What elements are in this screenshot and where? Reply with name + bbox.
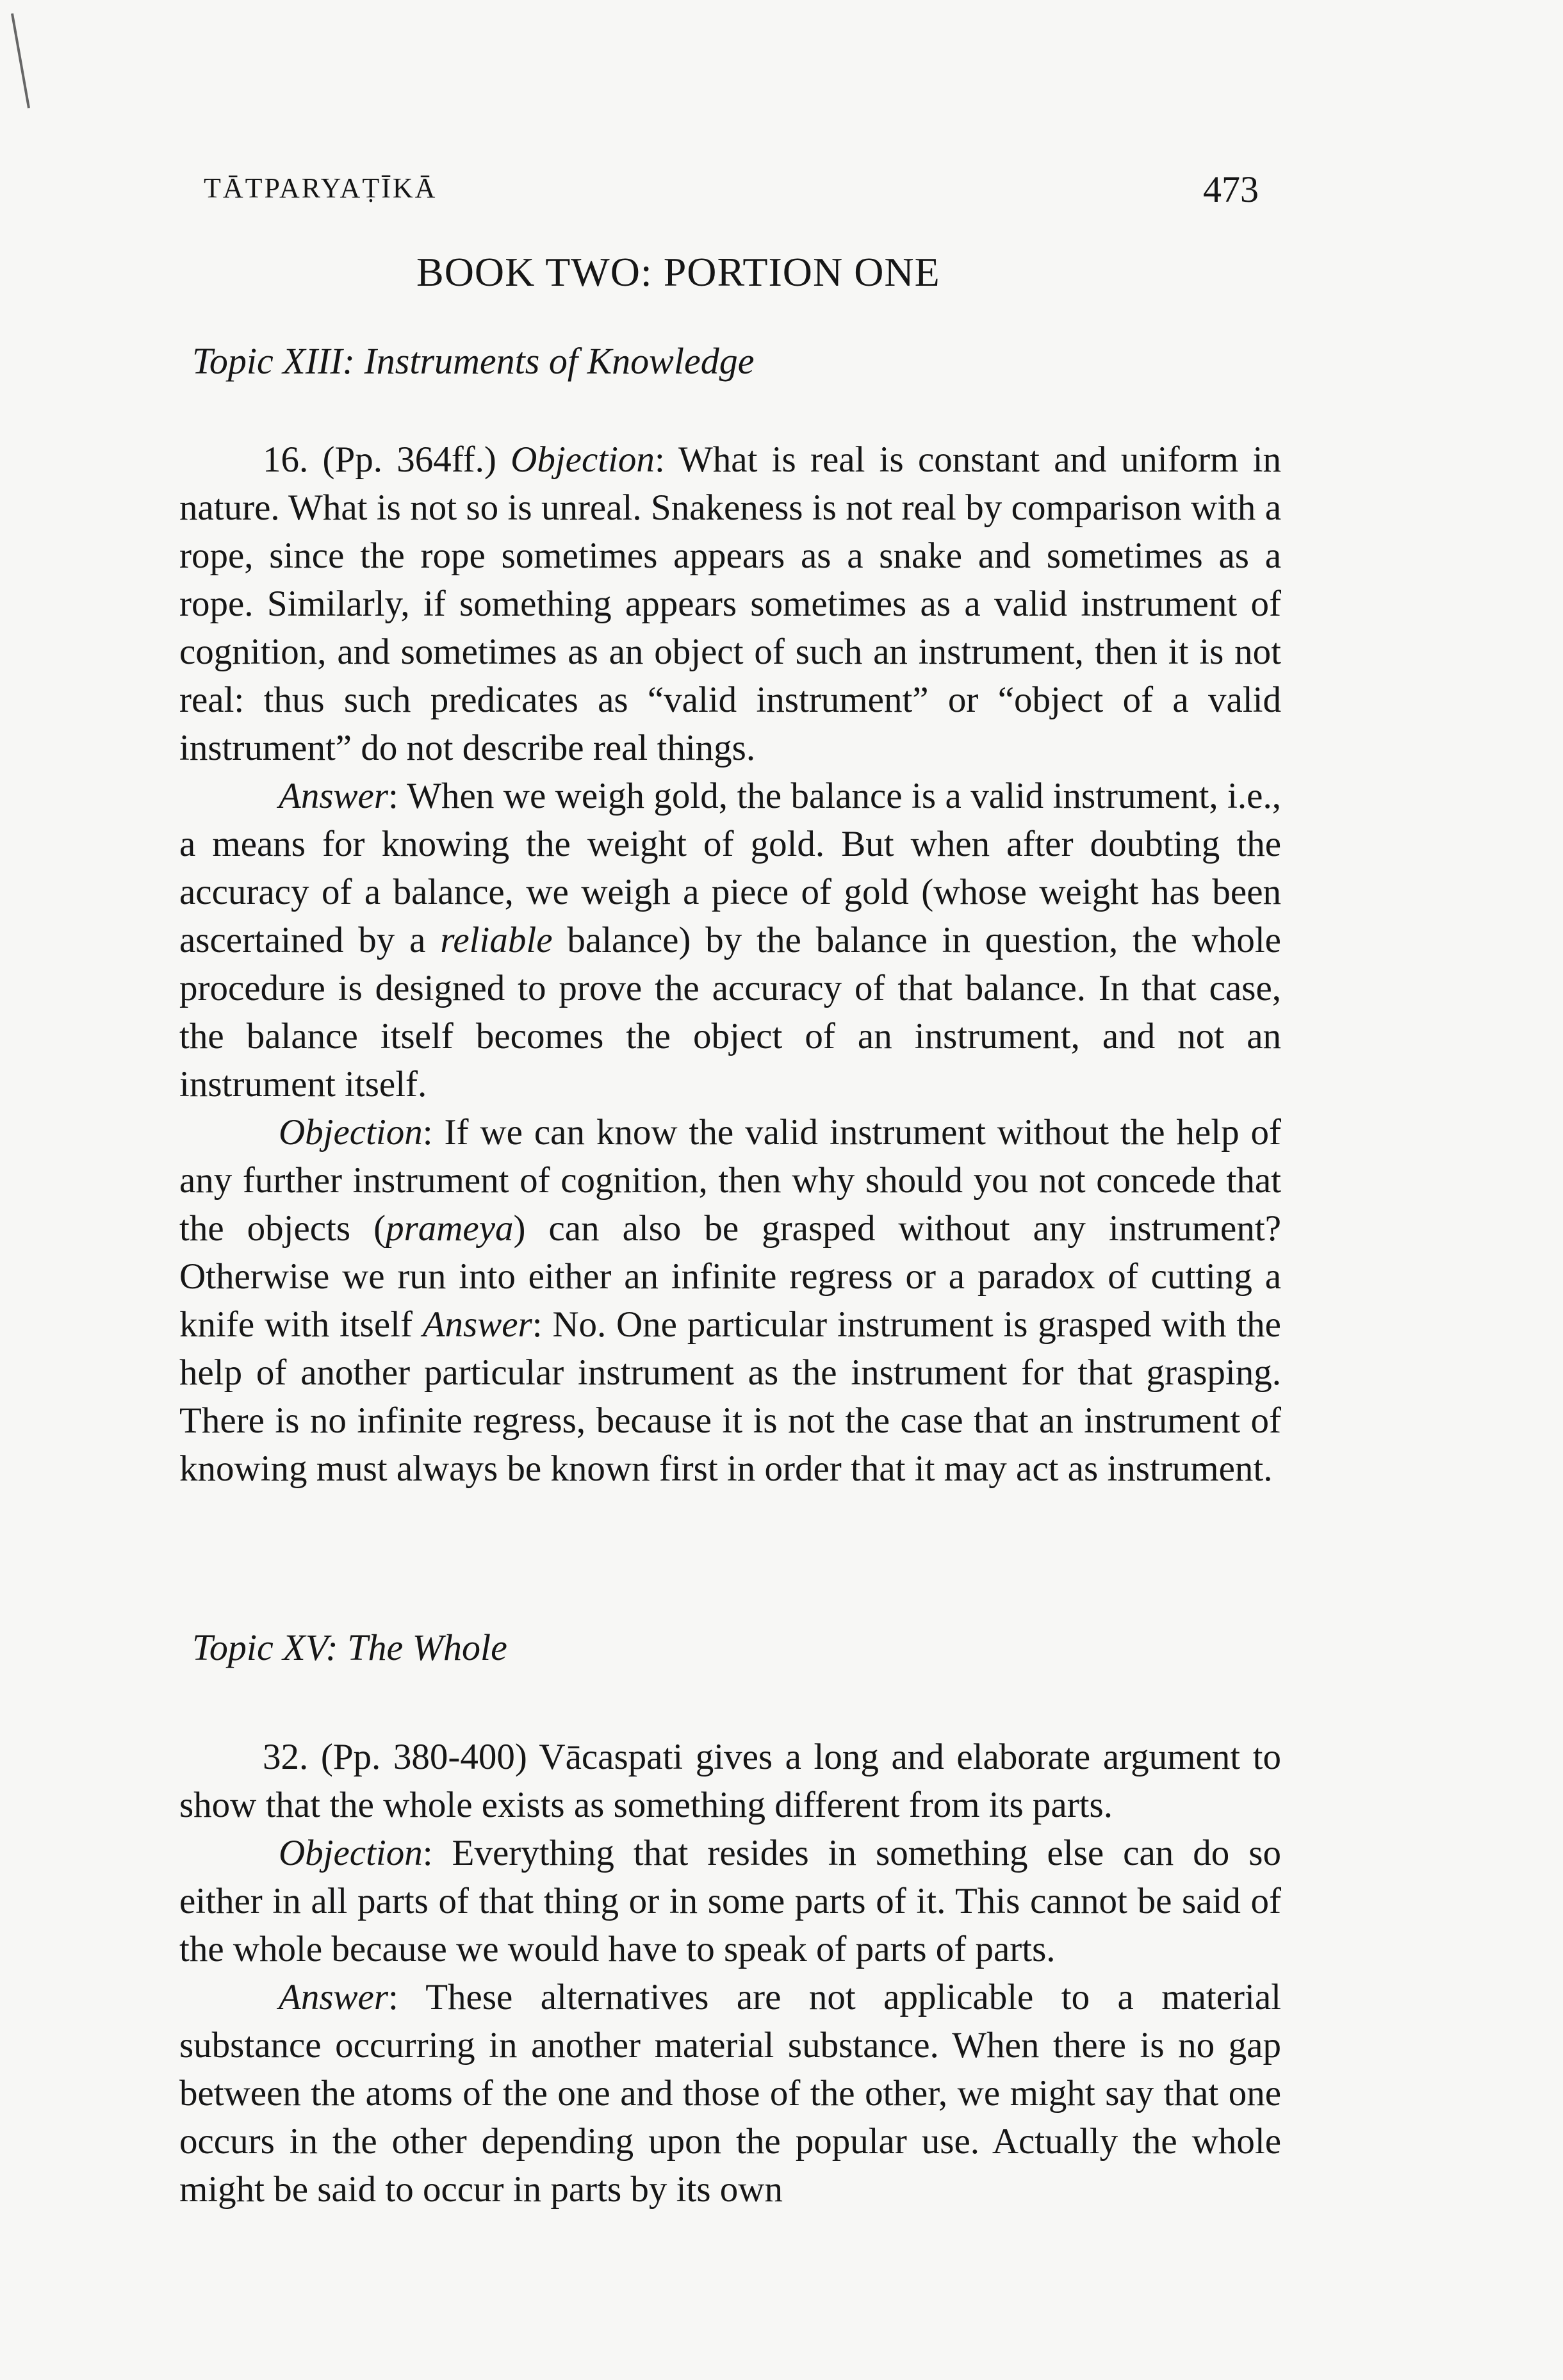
answer-label: Answer xyxy=(279,776,388,816)
paragraph-16 xyxy=(179,436,1281,772)
answer-label: Answer xyxy=(279,1977,388,2017)
paragraph-text: balance) by the balance in question, the whole procedure is designed to prove the accuracy of that balance. In that case, the balance itself becomes the object of an instrument, and not an instrument itself. xyxy=(179,920,1281,1104)
objection-label: Objection xyxy=(279,1833,423,1873)
paragraph-text: : When we weigh gold, the balance is a valid instrument, i.e., a means for knowing the weight of gold. But when after doubting the accuracy of a balance, we weigh a piece of gold (whose weight has been ascertained by a xyxy=(179,776,1281,960)
answer-label: Answer xyxy=(422,1304,532,1345)
section-heading-instruments-of-knowledge: Topic XIII: Instruments of Knowledge xyxy=(192,340,755,382)
paragraph-text: : If we can know the valid instrument without the help of any further instrument of cognition, then why should you not concede that the objects ( xyxy=(179,1112,1281,1249)
scan-edge-mark xyxy=(11,13,30,108)
answer-paragraph xyxy=(179,772,1281,1108)
reliable-term: reliable xyxy=(440,920,553,960)
paragraph-text: : No. One particular instrument is grasped with the help of another particular instrument as the instrument for that grasping. There is no infinite regress, because it is not the case that an instrument of knowing must always be known first in order that it may act as instrument. xyxy=(179,1304,1281,1489)
section-body-instruments xyxy=(179,436,1281,1493)
page-number: 473 xyxy=(1203,168,1259,210)
objection-paragraph xyxy=(179,1108,1281,1493)
objection-label: Objection xyxy=(279,1112,423,1153)
paragraph-number: 16. (Pp. 364ff.) xyxy=(263,439,511,480)
paragraph-text: : What is real is constant and uniform in nature. What is not so is unreal. Snakeness is not real by comparison with a rope, since the rope sometimes appears as a snake and sometimes as a rope. Similarly, if something appears sometimes as a valid instrument of cognition, and sometimes as an object of such an instrument, then it is not real: thus such predicates as “valid instrument” or “object of a valid instrument” do not describe real things. xyxy=(179,439,1281,768)
objection-paragraph xyxy=(179,1829,1281,1973)
section-heading-the-whole: Topic XV: The Whole xyxy=(192,1627,507,1668)
paragraph-text: : Everything that resides in something else can do so either in all parts of that thing or in some parts of it. This cannot be said of the whole because we would have to speak of parts of parts. xyxy=(179,1833,1281,1969)
book-title: BOOK TWO: PORTION ONE xyxy=(416,249,940,295)
running-head: TĀTPARYAṬĪKĀ xyxy=(204,172,438,204)
objection-label: Objection xyxy=(511,439,655,480)
prameya-term: prameya xyxy=(386,1208,514,1249)
paragraph-text: ) can also be grasped without any instrument? Otherwise we run into either an infinite regress or a paradox of cutting a knife with itself xyxy=(179,1208,1281,1345)
paragraph-32: 32. (Pp. 380-400) Vācaspati gives a long and elaborate argument to show that the whole exists as something different from its parts. xyxy=(179,1737,1281,1825)
answer-paragraph xyxy=(179,1973,1281,2213)
section-body-whole xyxy=(179,1733,1281,2213)
paragraph-text: : These alternatives are not applicable to a material substance occurring in another material substance. When there is no gap between the atoms of the one and those of the other, we might say that one occurs in the other depending upon the popular use. Actually the whole might be said to occur in parts by its own xyxy=(179,1977,1281,2210)
